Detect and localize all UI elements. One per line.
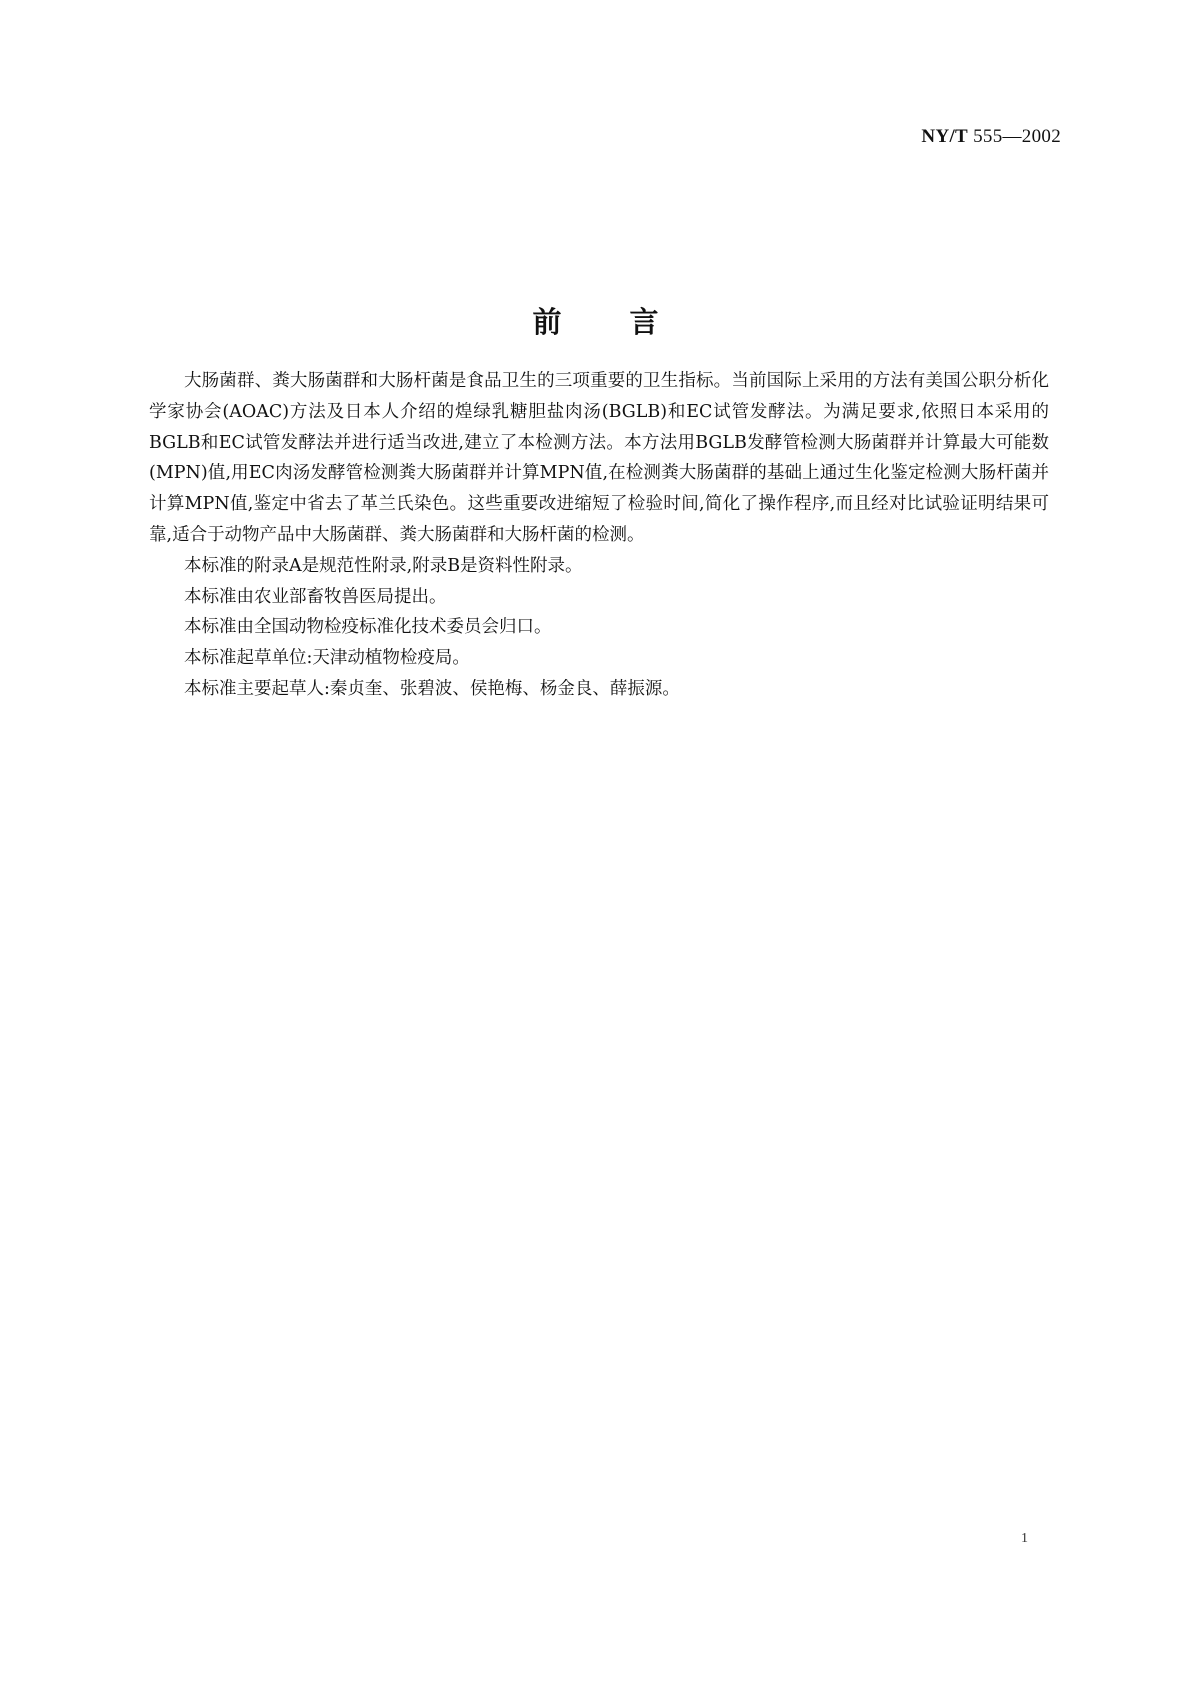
foreword-paragraph-drafting-unit: 本标准起草单位:天津动植物检疫局。 — [184, 648, 470, 669]
standard-code-number: 555—2002 — [973, 126, 1061, 147]
foreword-paragraph-intro: 大肠菌群、粪大肠菌群和大肠杆菌是食品卫生的三项重要的卫生指标。当前国际上采用的方法有美国公职分析化学家协会(AOAC)方法及日本人介绍的煌绿乳糖胆盐肉汤(BGLB)和EC试管发酵法。为满足要求,依照日本采用的BGLB和EC试管发酵法并进行适当改进,建立了本检测方法。本方法用BGLB发酵管检测大肠菌群并计算最大可能数(MPN)值,用EC肉汤发酵管检测粪大肠菌群并计算MPN值,在检测粪大肠菌群的基础上通过生化鉴定检测大肠杆菌并计算MPN值,鉴定中省去了革兰氏染色。这些重要改进缩短了检验时间,简化了操作程序,而且经对比试验证明结果可靠,适合于动物产品中大肠菌群、粪大肠菌群和大肠杆菌的检测。 — [149, 371, 1049, 545]
page-title: 前言 — [532, 305, 727, 339]
foreword-paragraph-proposer: 本标准由农业部畜牧兽医局提出。 — [184, 586, 447, 607]
foreword-paragraph-drafters: 本标准主要起草人:秦贞奎、张碧波、侯艳梅、杨金良、薛振源。 — [184, 678, 680, 699]
standard-code-prefix: NY/T — [921, 126, 969, 147]
foreword-body — [149, 366, 1049, 705]
page-number: 1 — [1021, 1531, 1028, 1546]
foreword-paragraph-committee: 本标准由全国动物检疫标准化技术委员会归口。 — [184, 617, 552, 638]
standard-code-header — [921, 126, 1061, 148]
foreword-paragraph-annex: 本标准的附录A是规范性附录,附录B是资料性附录。 — [184, 555, 583, 576]
